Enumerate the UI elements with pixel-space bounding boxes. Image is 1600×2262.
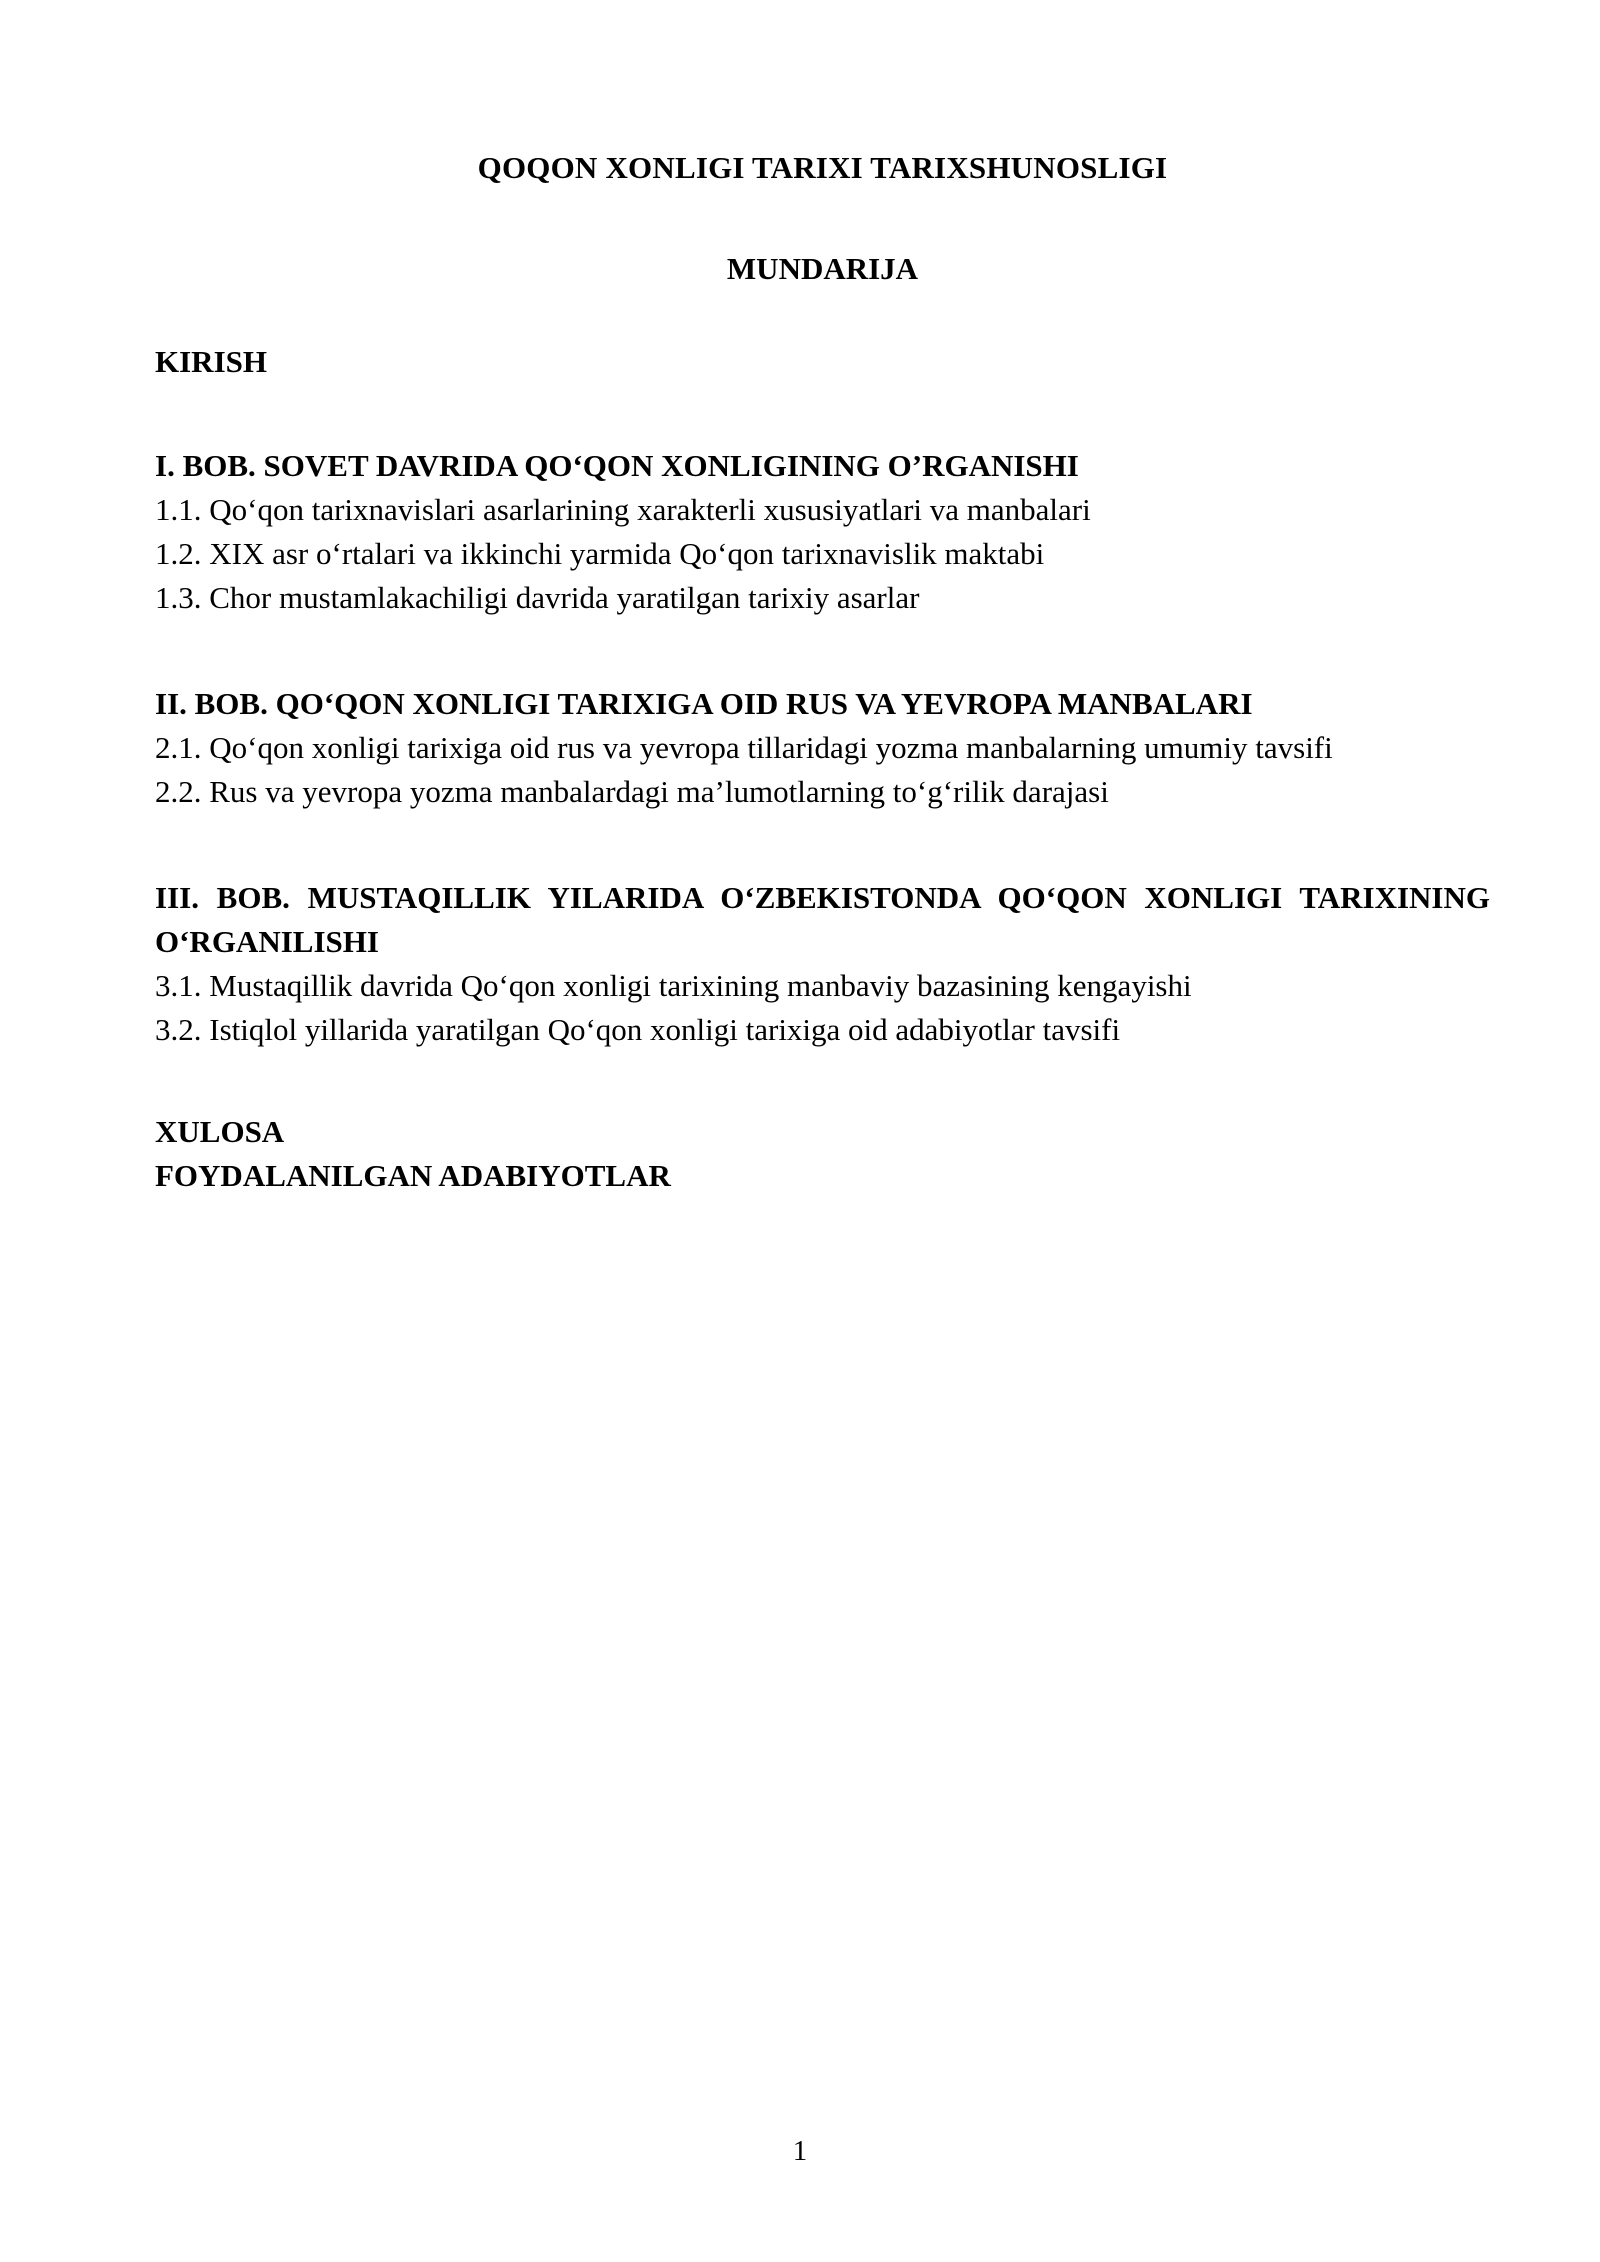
spacer-before-chapter-1 [155, 384, 1490, 444]
toc-entry-1-3: 1.3. Chor mustamlakachiligi davrida yaratilgan tarixiy asarlar [155, 580, 920, 616]
spacer-before-chapter-2 [155, 620, 1490, 682]
heading-chapter-3: III. BOB. MUSTAQILLIK YILARIDA O‘ZBEKISTONDA QO‘QON XONLIGI TARIXINING O‘RGANILISHI [155, 880, 1490, 960]
toc-entry-1-1: 1.1. Qo‘qon tarixnavislari asarlarining xarakterli xususiyatlari va manbalari [155, 492, 1091, 528]
toc-entry-3-1: 3.1. Mustaqillik davrida Qo‘qon xonligi tarixining manbaviy bazasining kengayishi [155, 968, 1192, 1004]
heading-bibliography: FOYDALANILGAN ADABIYOTLAR [155, 1158, 671, 1194]
toc-entry-1-2: 1.2. XIX asr o‘rtalari va ikkinchi yarmida Qo‘qon tarixnavislik maktabi [155, 536, 1045, 572]
heading-chapter-2: II. BOB. QO‘QON XONLIGI TARIXIGA OID RUS VA YEVROPA MANBALARI [155, 686, 1253, 722]
heading-chapter-1: I. BOB. SOVET DAVRIDA QO‘QON XONLIGINING O’RGANISHI [155, 448, 1079, 484]
table-of-contents-heading: MUNDARIJA [726, 251, 919, 286]
spacer-before-intro [155, 284, 1490, 340]
heading-xulosa: XULOSA [155, 1114, 285, 1150]
page-number: 1 [792, 2135, 808, 2167]
heading-kirish: KIRISH [155, 344, 267, 379]
toc-entry-3-2: 3.2. Istiqlol yillarida yaratilgan Qo‘qon xonligi tarixiga oid adabiyotlar tavsifi [155, 1012, 1121, 1048]
spacer-before-conclusion [155, 1052, 1490, 1110]
page-title: QOQON XONLIGI TARIXI TARIXSHUNOSLIGI [477, 150, 1168, 185]
toc-entry-2-1: 2.1. Qo‘qon xonligi tarixiga oid rus va yevropa tillaridagi yozma manbalarning umumiy tavsifi [155, 730, 1333, 766]
toc-entry-2-2: 2.2. Rus va yevropa yozma manbalardagi ma’lumotlarning to‘g‘rilik darajasi [155, 774, 1109, 810]
spacer-before-chapter-3 [155, 814, 1490, 876]
page-content [155, 152, 1490, 1198]
